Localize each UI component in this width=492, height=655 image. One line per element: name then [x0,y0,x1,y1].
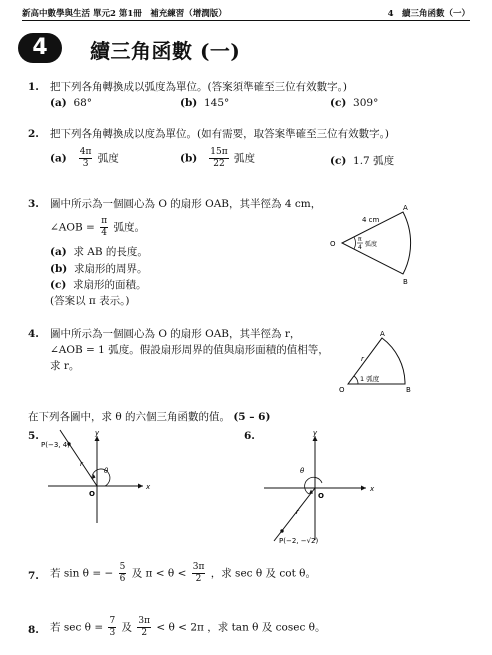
q1-text: 把下列各角轉換成以弧度為單位。(答案須準確至三位有效數字。) [50,81,347,93]
point-o-label: O [330,240,336,248]
option-label: (a) [50,97,67,109]
q2-option-c [330,153,394,168]
denominator: 2 [195,574,202,584]
chapter-title: 續三角函數 (一) [90,39,241,63]
option-label: (c) [330,155,347,167]
numerator: 4π [79,147,92,157]
q6-number: 6. [244,430,255,442]
expression-end: ，求 tan θ 及 cosec θ。 [207,621,326,634]
theta-label: θ [300,467,305,475]
q3-angle-line [50,216,145,239]
q4-text-line2: ∠AOB = 1 弧度。假設扇形周界的值與扇形面積的值相等， [50,344,329,356]
q2-text: 把下列各角轉換成以度為單位。(如有需要，取答案準確至三位有效數字。) [50,128,389,140]
numerator: 5 [119,562,126,572]
fraction [79,147,93,170]
y-axis-label: y [313,429,318,437]
q6-figure [256,428,386,548]
q3-part-b [50,262,147,277]
q7-text [50,562,316,585]
angle-unit-label: 弧度 [365,241,378,248]
option-label: (c) [50,279,67,291]
option-value: 309° [353,97,379,109]
q3-part-c [50,278,147,293]
q8-text [50,616,326,639]
q5-number: 5. [28,430,39,442]
origin-label: O [89,490,95,498]
angle-label: 1 弧度 [360,375,380,383]
numerator: 15π [210,147,228,157]
y-axis-label: y [95,429,100,437]
q2-option-a [50,147,119,170]
point-p-label: P(−3, 4) [41,441,70,449]
option-label: (b) [180,97,198,109]
unit: 弧度 [97,152,119,165]
angle-unit: 弧度。 [113,221,145,234]
theta-label: θ [104,467,109,475]
angle-arc [354,237,355,249]
q1-option-b [180,97,229,109]
q7-number: 7. [28,570,39,582]
point-o-label: O [339,386,345,394]
section-instruction [28,410,270,425]
option-label: (a) [50,152,67,165]
instruction-text: 在下列各圖中，求 θ 的六個三角函數的值。 [28,411,230,423]
q1-number: 1. [28,81,39,93]
origin-label: O [318,492,324,500]
option-value: 1.7 弧度 [353,155,395,167]
q3-part-a [50,245,148,260]
expression-middle-2: < θ < 2π [156,621,204,634]
angle-numerator: π [358,236,362,243]
q2-number: 2. [28,128,39,140]
terminal-ray [60,430,97,486]
option-label: (c) [330,97,347,109]
q4-text-line1: 圖中所示為一個圓心為 O 的扇形 OAB，其半徑為 r， [50,328,301,340]
denominator: 3 [109,628,116,638]
unit: 弧度 [234,152,256,165]
q1-option-a [50,97,92,109]
q4-sector-figure [334,328,424,398]
angle-arc [354,376,358,384]
fraction [209,147,228,170]
denominator: 4 [101,228,108,238]
r-label: r [296,508,299,516]
denominator: 2 [141,628,148,638]
option-label: (a) [50,246,67,258]
expression-start: 若 sin θ = − [50,567,114,580]
q4-text-line3: 求 r。 [50,360,80,372]
chapter-number-badge: 4 [18,33,62,63]
fraction [119,562,127,585]
running-header-left: 新高中數學與生活 單元2 第1冊 補充練習（增潤版） [22,9,227,19]
q4-number: 4. [28,328,39,340]
q8-number: 8. [28,624,39,636]
option-value: 68° [73,97,93,109]
running-header-right: 4 續三角函數（一） [387,9,470,19]
x-axis-label: x [370,485,375,493]
numerator: π [101,216,108,226]
terminal-ray [274,488,315,541]
fraction [192,562,206,585]
q1-option-c [330,97,378,109]
radius-label: r [361,355,364,363]
q3-note: (答案以 π 表示。) [50,295,130,307]
fraction [100,216,108,239]
angle-expression: ∠AOB = [50,221,95,234]
denominator: 3 [82,159,89,169]
part-text: 求 AB 的長度。 [73,246,148,258]
x-axis-arrow [361,486,366,491]
option-value: 145° [203,97,230,109]
point-a-label: A [403,204,408,212]
numerator: 3π [192,562,205,572]
x-axis-arrow [138,484,143,489]
expression-middle: 及 π < θ < [131,567,187,580]
radius-label: 4 cm [362,216,380,224]
x-axis-label: x [146,483,151,491]
point-p-label: P(−2, −√2) [279,537,319,545]
expression-start: 若 sec θ = [50,621,104,634]
q2-option-b [180,147,255,170]
q3-sector-figure [318,200,428,295]
denominator: 22 [213,159,225,169]
q3-number: 3. [28,198,39,210]
option-label: (b) [180,152,198,165]
numerator: 3π [138,616,151,626]
r-label: r [80,460,83,468]
part-text: 求扇形的面積。 [73,279,147,291]
part-text: 求扇形的周界。 [73,263,148,275]
expression-end: ，求 sec θ 及 cot θ。 [210,567,316,580]
point-b-label: B [406,386,411,394]
q5-figure [38,428,158,528]
angle-denominator: 4 [358,244,362,251]
denominator: 6 [119,574,126,584]
point-a-label: A [380,330,385,338]
header-rule [22,20,470,21]
question-range: (5 – 6) [233,411,271,423]
fraction [108,616,116,639]
q3-text-line1: 圖中所示為一個圓心為 O 的扇形 OAB，其半徑為 4 cm， [50,198,322,210]
option-label: (b) [50,263,68,275]
fraction [137,616,151,639]
expression-middle: 及 [121,621,133,634]
point-p [280,529,283,532]
point-b-label: B [403,278,408,286]
numerator: 7 [109,616,116,626]
